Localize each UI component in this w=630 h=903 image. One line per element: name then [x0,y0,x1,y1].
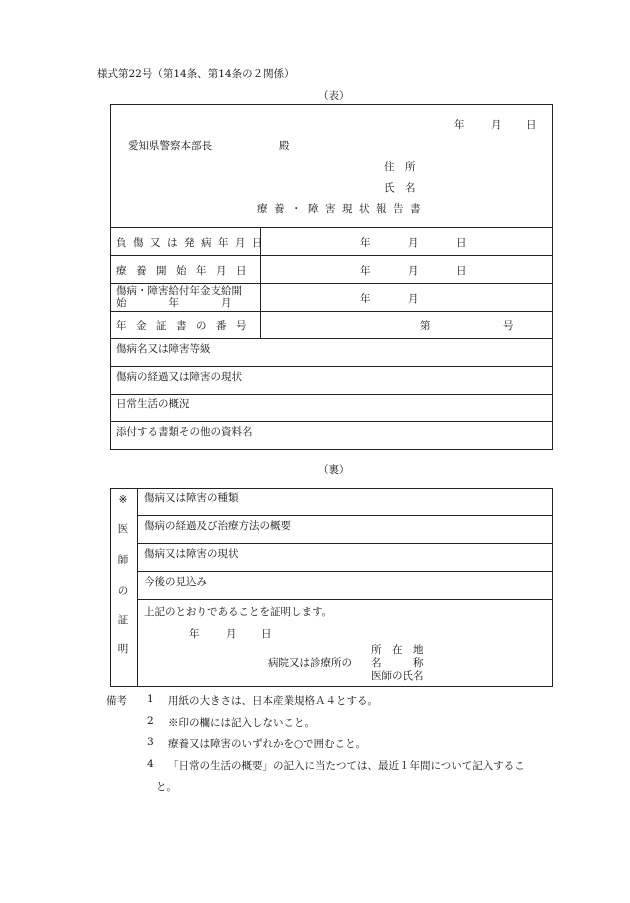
note-1-number: 1 [147,693,154,705]
row-injury-progress: 傷病の経過又は障害の現状 [116,371,242,383]
certify-date-year: 年 [189,628,200,640]
row-certificate-number-label: 年金証書の番号 [116,320,256,332]
back-row-treatment-summary: 傷病の経過及び治療方法の概要 [144,520,291,532]
row-attachments: 添付する書類その他の資料名 [116,426,253,438]
row-treatment-start-label: 療養開始年月日 [116,265,256,277]
front-date-year: 年 [454,119,465,131]
row-pension-start-label-1: 傷病・障害給付年金支給開 [116,285,242,297]
applicant-address-label: 住 所 [384,161,416,173]
note-2-text: ※印の欄には記入しないこと。 [168,717,315,729]
row-certificate-number-prefix: 第 [420,320,431,332]
row-pension-start-year: 年 [360,293,371,305]
row-injury-date-month: 月 [408,237,419,249]
row-injury-date-day: 日 [456,237,467,249]
row-injury-name: 傷病名又は障害等級 [116,343,211,355]
certify-date-month: 月 [226,628,237,640]
certify-date-day: 日 [261,628,272,640]
back-row-prognosis: 今後の見込み [144,576,207,588]
note-3-text: 療養又は障害のいずれかを○で囲むこと。 [168,738,367,750]
back-row-injury-type: 傷病又は障害の種類 [144,492,239,504]
row-treatment-start-day: 日 [456,265,467,277]
side-label-3: の [117,585,129,597]
row-pension-start-month: 月 [408,293,419,305]
row-injury-date-label: 負傷又は発病年月日 [116,237,269,249]
notes-heading: 備考 [106,695,127,707]
row-certificate-number-suffix: 号 [503,320,514,332]
note-4-continuation: と。 [156,781,177,793]
form-number: 様式第22号（第14条、第14条の２関係） [97,68,295,80]
row-pension-start-label-2: 始 年 月 [116,297,232,309]
note-3-number: 3 [147,736,154,748]
clinic-label: 病院又は診療所の [268,657,352,669]
note-1-text: 用紙の大きさは、日本産業規格Ａ４とする。 [168,695,378,707]
front-date-day: 日 [526,119,537,131]
row-injury-date-year: 年 [360,237,371,249]
back-row-current-state: 傷病又は障害の現状 [144,548,239,560]
note-4-number: 4 [147,758,154,770]
applicant-name-label: 氏 名 [384,182,416,194]
side-label-4: 証 [117,614,129,626]
side-label-2: 師 [117,554,129,566]
back-label: （裏） [318,464,350,476]
honorific: 殿 [279,140,290,152]
side-label-1: 医 [117,523,129,535]
row-daily-life: 日常生活の概況 [116,398,190,410]
note-2-number: 2 [147,715,154,727]
document-title: 療養・障害現状報告書 [257,203,427,215]
clinic-name-label: 名 称 [371,657,424,669]
row-treatment-start-month: 月 [408,265,419,277]
side-label-mark: ※ [118,494,128,506]
front-date-month: 月 [491,119,502,131]
front-label: （表） [318,90,350,102]
row-treatment-start-year: 年 [360,265,371,277]
side-label-5: 明 [117,643,129,655]
clinic-location-label: 所 在 地 [371,644,424,656]
note-4-text: 「日常の生活の概要」の記入に当たつては、最近１年間について記入するこ [168,760,525,772]
addressee: 愛知県警察本部長 [128,140,212,152]
certify-text: 上記のとおりであることを証明します。 [144,606,333,618]
doctor-name-label: 医師の氏名 [371,670,424,682]
